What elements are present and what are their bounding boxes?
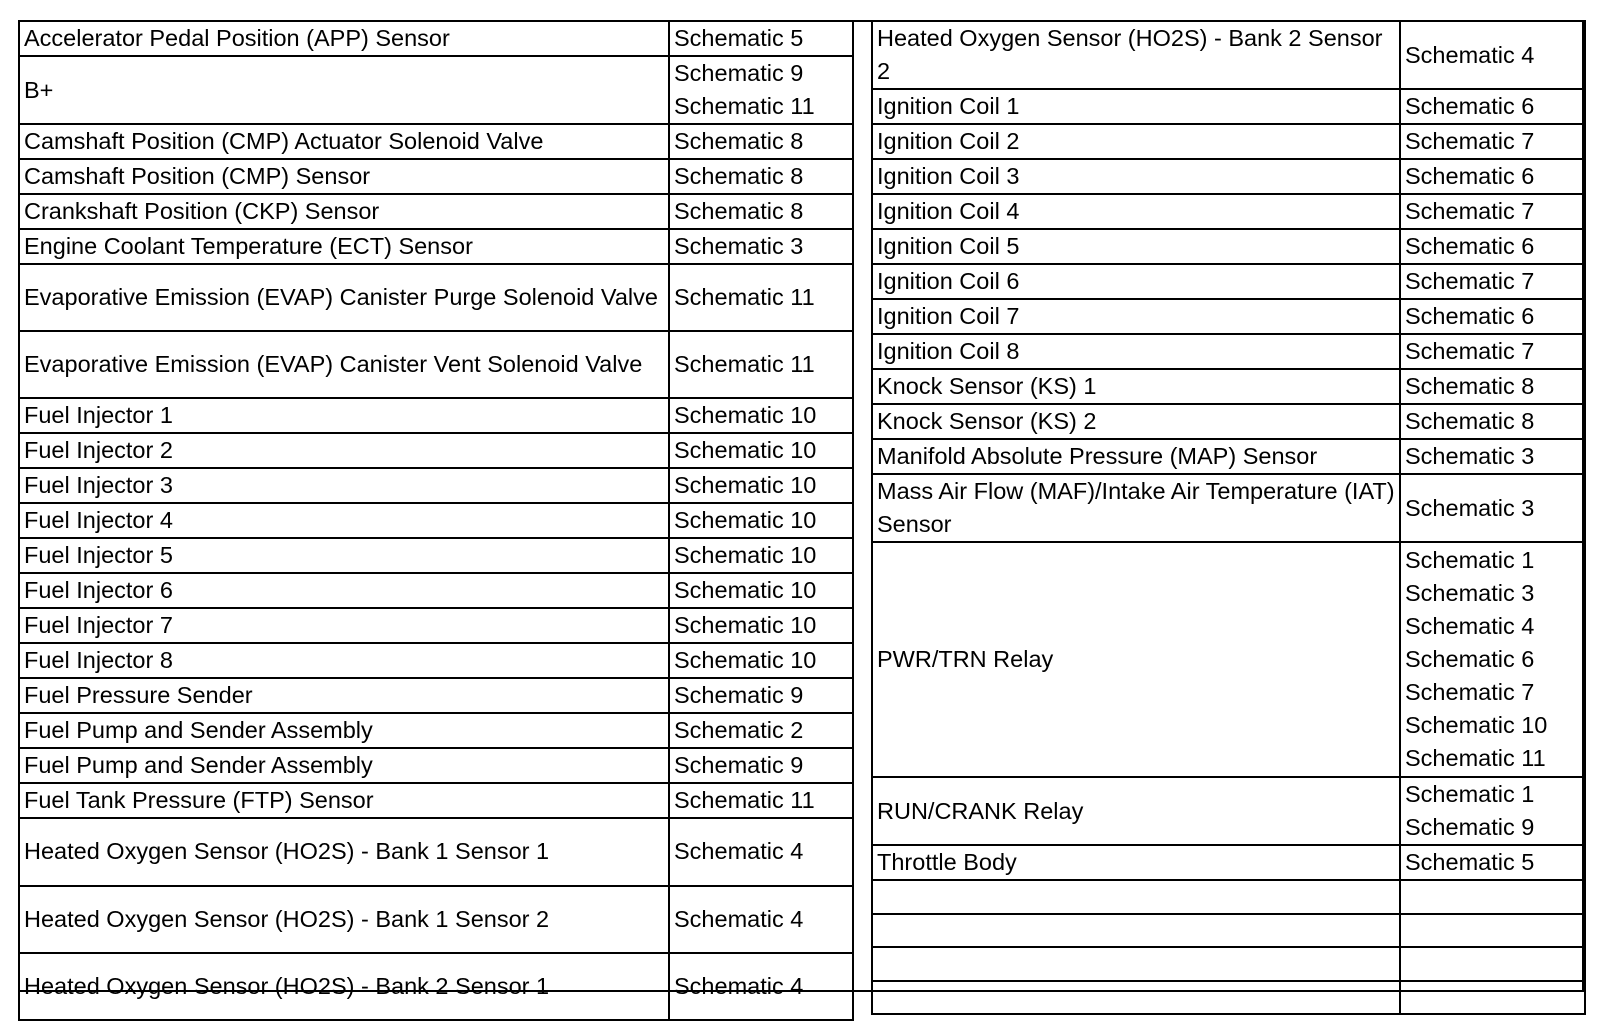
schematic-ref: Schematic 4 <box>674 972 804 999</box>
schematic-ref-cell <box>669 818 853 885</box>
table-row <box>872 880 1585 914</box>
component-name-cell: Fuel Pump and Sender Assembly <box>19 748 669 783</box>
schematic-ref-cell <box>1400 981 1585 1015</box>
schematic-ref-cell <box>1400 474 1585 542</box>
schematic-ref: Schematic 9 <box>674 752 804 779</box>
component-name-cell <box>872 880 1400 914</box>
component-name-cell: Ignition Coil 3 <box>872 159 1400 194</box>
schematic-ref: Schematic 3 <box>1405 494 1535 521</box>
component-name-cell: Ignition Coil 4 <box>872 194 1400 229</box>
table-row <box>19 573 853 608</box>
component-name-cell: Fuel Injector 8 <box>19 643 669 678</box>
table-row <box>872 334 1585 369</box>
schematic-ref: Schematic 11 <box>1405 745 1546 771</box>
table-row <box>872 124 1585 159</box>
component-name-cell: Fuel Injector 5 <box>19 538 669 573</box>
table-row <box>19 468 853 503</box>
table-row <box>872 439 1585 474</box>
table-row <box>872 947 1585 981</box>
schematic-ref-cell <box>1400 124 1585 159</box>
table-row <box>872 264 1585 299</box>
schematic-ref: Schematic 10 <box>1405 712 1548 738</box>
schematic-ref: Schematic 1 <box>1405 781 1535 807</box>
schematic-ref-cell <box>669 331 853 398</box>
schematic-ref-cell <box>669 398 853 433</box>
table-row <box>19 229 853 264</box>
component-name-cell: Fuel Injector 2 <box>19 433 669 468</box>
table-row <box>872 777 1585 845</box>
schematic-ref: Schematic 10 <box>674 437 817 464</box>
component-name-cell: Ignition Coil 5 <box>872 229 1400 264</box>
component-name-cell: Evaporative Emission (EVAP) Canister Vent Solenoid Valve <box>19 331 669 398</box>
component-name-cell: Camshaft Position (CMP) Actuator Solenoid Valve <box>19 124 669 159</box>
table-row <box>19 678 853 713</box>
schematic-ref: Schematic 7 <box>1405 338 1535 364</box>
schematic-ref-cell <box>1400 439 1585 474</box>
component-name-cell: Heated Oxygen Sensor (HO2S) - Bank 1 Sensor 1 <box>19 818 669 885</box>
component-name-cell: RUN/CRANK Relay <box>872 777 1400 845</box>
component-name-cell: Manifold Absolute Pressure (MAP) Sensor <box>872 439 1400 474</box>
schematic-ref: Schematic 3 <box>674 233 804 259</box>
schematic-ref-cell <box>669 433 853 468</box>
schematic-ref: Schematic 5 <box>1405 849 1535 875</box>
component-name-cell: PWR/TRN Relay <box>872 542 1400 777</box>
component-name-cell: Fuel Injector 1 <box>19 398 669 433</box>
schematic-ref: Schematic 10 <box>674 647 817 674</box>
component-name-cell: Ignition Coil 2 <box>872 124 1400 159</box>
schematic-ref: Schematic 9 <box>1405 814 1535 840</box>
table-row <box>872 542 1585 777</box>
table-row <box>19 21 853 56</box>
schematic-ref-cell <box>669 608 853 643</box>
component-name-cell <box>872 981 1400 1015</box>
component-name-cell: Heated Oxygen Sensor (HO2S) - Bank 2 Sensor 2 <box>872 21 1400 89</box>
schematic-ref: Schematic 11 <box>674 93 815 119</box>
table-row <box>19 538 853 573</box>
component-name-cell: Fuel Tank Pressure (FTP) Sensor <box>19 783 669 818</box>
table-row <box>19 56 853 124</box>
schematic-ref: Schematic 6 <box>1405 93 1535 119</box>
schematic-ref: Schematic 8 <box>1405 408 1535 434</box>
schematic-ref-cell <box>669 538 853 573</box>
schematic-ref: Schematic 8 <box>674 128 804 154</box>
table-row <box>872 89 1585 124</box>
component-name-cell: Ignition Coil 8 <box>872 334 1400 369</box>
schematic-ref: Schematic 4 <box>674 905 804 932</box>
schematic-ref-cell <box>1400 334 1585 369</box>
table-row <box>19 783 853 818</box>
table-row <box>19 124 853 159</box>
table-row <box>872 299 1585 334</box>
schematic-ref-cell <box>669 748 853 783</box>
schematic-ref-cell <box>669 573 853 608</box>
schematic-ref-cell <box>1400 914 1585 948</box>
schematic-ref-cell <box>669 953 853 1020</box>
component-name-cell: Engine Coolant Temperature (ECT) Sensor <box>19 229 669 264</box>
table-row <box>19 643 853 678</box>
table-row <box>872 474 1585 542</box>
schematic-ref-cell <box>1400 777 1585 845</box>
schematic-ref: Schematic 6 <box>1405 303 1535 329</box>
table-row <box>872 845 1585 880</box>
schematic-ref: Schematic 11 <box>674 787 815 814</box>
schematic-ref: Schematic 6 <box>1405 233 1535 259</box>
schematic-ref: Schematic 11 <box>674 351 815 378</box>
schematic-ref-cell <box>1400 229 1585 264</box>
schematic-ref-cell <box>1400 194 1585 229</box>
table-row <box>19 713 853 748</box>
schematic-ref: Schematic 8 <box>1405 373 1535 399</box>
schematic-ref: Schematic 4 <box>1405 41 1535 68</box>
schematic-ref-cell <box>669 503 853 538</box>
table-row <box>19 264 853 331</box>
schematic-ref-cell <box>669 678 853 713</box>
schematic-ref-cell <box>669 783 853 818</box>
schematic-ref-cell <box>1400 880 1585 914</box>
schematic-ref: Schematic 5 <box>674 25 804 51</box>
component-name-cell: Fuel Injector 4 <box>19 503 669 538</box>
table-row <box>19 818 853 885</box>
table-row <box>872 194 1585 229</box>
schematic-ref-cell <box>1400 947 1585 981</box>
schematic-ref: Schematic 10 <box>674 542 817 569</box>
component-name-cell: Knock Sensor (KS) 2 <box>872 404 1400 439</box>
schematic-ref-cell <box>669 21 853 56</box>
schematic-ref-cell <box>669 159 853 194</box>
component-index-right-table <box>871 20 1586 1015</box>
schematic-ref: Schematic 7 <box>1405 679 1535 705</box>
component-name-cell: B+ <box>19 56 669 124</box>
component-name-cell <box>872 914 1400 948</box>
schematic-ref: Schematic 3 <box>1405 443 1535 469</box>
schematic-ref-cell <box>1400 369 1585 404</box>
component-name-cell: Camshaft Position (CMP) Sensor <box>19 159 669 194</box>
schematic-ref-cell <box>669 264 853 331</box>
component-name-cell: Accelerator Pedal Position (APP) Sensor <box>19 21 669 56</box>
schematic-ref: Schematic 7 <box>1405 198 1535 224</box>
schematic-ref: Schematic 1 <box>1405 547 1535 573</box>
schematic-ref-cell <box>669 194 853 229</box>
table-row <box>872 229 1585 264</box>
table-row <box>872 21 1585 89</box>
component-name-cell: Crankshaft Position (CKP) Sensor <box>19 194 669 229</box>
schematic-ref-cell <box>669 124 853 159</box>
table-row <box>19 194 853 229</box>
schematic-ref-cell <box>1400 264 1585 299</box>
schematic-ref-cell <box>1400 299 1585 334</box>
schematic-ref: Schematic 7 <box>1405 268 1535 294</box>
table-row <box>19 331 853 398</box>
schematic-ref: Schematic 4 <box>674 838 804 865</box>
schematic-ref-cell <box>1400 159 1585 194</box>
schematic-ref: Schematic 4 <box>1405 613 1535 639</box>
schematic-ref: Schematic 7 <box>1405 128 1535 154</box>
component-index-left-table <box>18 20 854 1021</box>
schematic-ref: Schematic 10 <box>674 507 817 534</box>
component-name-cell: Fuel Injector 3 <box>19 468 669 503</box>
table-row <box>19 608 853 643</box>
schematic-ref: Schematic 10 <box>674 577 817 604</box>
schematic-ref: Schematic 11 <box>674 284 815 311</box>
schematic-ref: Schematic 8 <box>674 198 804 224</box>
table-row <box>872 369 1585 404</box>
component-name-cell: Ignition Coil 6 <box>872 264 1400 299</box>
schematic-ref-cell <box>669 229 853 264</box>
schematic-ref-cell <box>1400 89 1585 124</box>
schematic-ref: Schematic 6 <box>1405 163 1535 189</box>
component-name-cell <box>872 947 1400 981</box>
schematic-ref-cell <box>669 643 853 678</box>
table-row <box>872 981 1585 1015</box>
schematic-ref: Schematic 6 <box>1405 646 1535 672</box>
table-row <box>19 398 853 433</box>
component-name-cell: Mass Air Flow (MAF)/Intake Air Temperature (IAT) Sensor <box>872 474 1400 542</box>
schematic-ref-cell <box>1400 404 1585 439</box>
schematic-ref-cell <box>1400 21 1585 89</box>
schematic-ref: Schematic 10 <box>674 472 817 499</box>
schematic-ref: Schematic 10 <box>674 612 817 639</box>
table-row <box>19 433 853 468</box>
schematic-ref-cell <box>1400 845 1585 880</box>
table-row <box>19 159 853 194</box>
schematic-ref-cell <box>669 713 853 748</box>
component-name-cell: Heated Oxygen Sensor (HO2S) - Bank 1 Sensor 2 <box>19 886 669 953</box>
component-name-cell: Knock Sensor (KS) 1 <box>872 369 1400 404</box>
component-name-cell: Fuel Injector 7 <box>19 608 669 643</box>
table-row <box>19 503 853 538</box>
schematic-ref: Schematic 10 <box>674 402 817 429</box>
component-name-cell: Ignition Coil 7 <box>872 299 1400 334</box>
table-row <box>872 404 1585 439</box>
component-name-cell: Fuel Pump and Sender Assembly <box>19 713 669 748</box>
schematic-ref: Schematic 9 <box>674 60 804 86</box>
schematic-ref-cell <box>1400 542 1585 777</box>
component-name-cell: Evaporative Emission (EVAP) Canister Purge Solenoid Valve <box>19 264 669 331</box>
schematic-ref: Schematic 3 <box>1405 580 1535 606</box>
table-row <box>19 886 853 953</box>
table-row <box>872 914 1585 948</box>
schematic-ref-cell <box>669 468 853 503</box>
schematic-ref-cell <box>669 886 853 953</box>
table-row <box>19 748 853 783</box>
table-row <box>872 159 1585 194</box>
schematic-ref: Schematic 2 <box>674 717 804 744</box>
component-name-cell: Fuel Pressure Sender <box>19 678 669 713</box>
component-name-cell: Ignition Coil 1 <box>872 89 1400 124</box>
schematic-ref: Schematic 9 <box>674 682 804 709</box>
component-name-cell: Fuel Injector 6 <box>19 573 669 608</box>
table-row <box>19 953 853 1020</box>
schematic-ref: Schematic 8 <box>674 163 804 189</box>
schematic-ref-cell <box>669 56 853 124</box>
component-name-cell: Throttle Body <box>872 845 1400 880</box>
component-name-cell: Heated Oxygen Sensor (HO2S) - Bank 2 Sensor 1 <box>19 953 669 1020</box>
